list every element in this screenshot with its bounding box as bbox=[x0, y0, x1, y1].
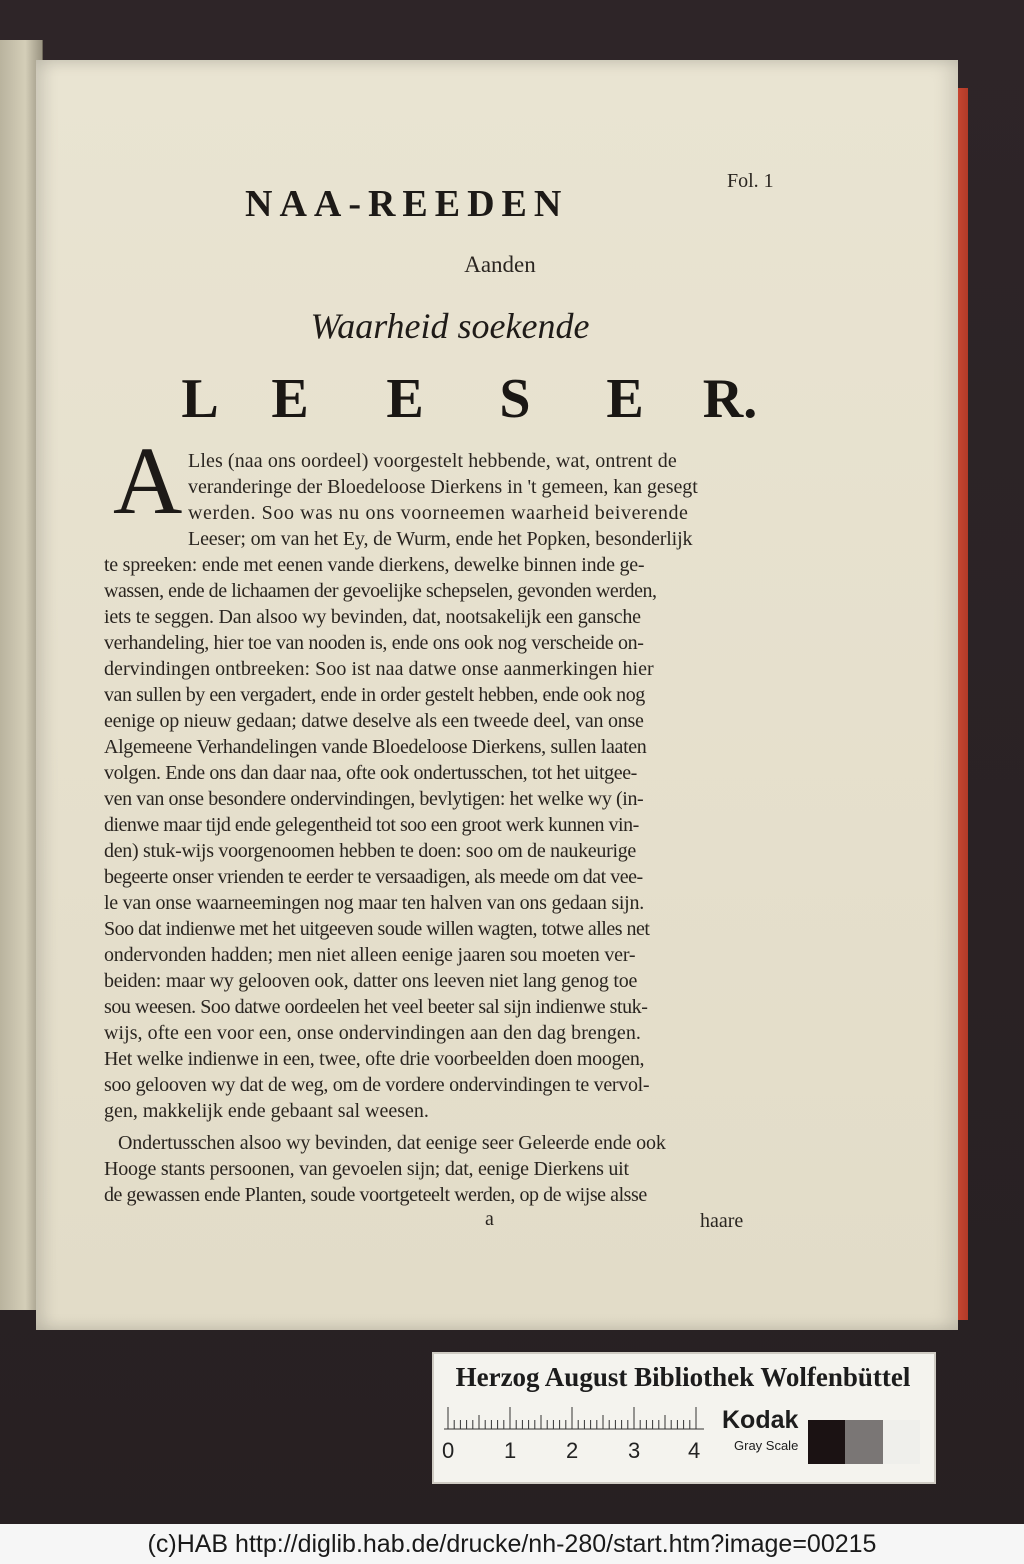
body-line: le van onse waarneemingen nog maar ten halven van ons gedaan sijn. bbox=[104, 892, 644, 914]
body-line: ondervonden hadden; men niet alleen eenige jaaren sou moeten ver- bbox=[104, 944, 636, 966]
body-line: eenige op nieuw gedaan; datwe deselve als een tweede deel, van onse bbox=[104, 710, 644, 732]
ruler-number: 3 bbox=[628, 1438, 641, 1463]
color-target-card bbox=[432, 1352, 936, 1484]
folio-number: Fol. 1 bbox=[727, 170, 774, 192]
body-line: wijs, ofte een voor een, onse ondervindingen aan den dag brengen. bbox=[104, 1022, 641, 1044]
catchword: haare bbox=[700, 1210, 744, 1232]
ruler-scale bbox=[444, 1406, 704, 1430]
copyright-footer: (c)HAB http://diglib.hab.de/drucke/nh-280/start.htm?image=00215 bbox=[0, 1524, 1024, 1564]
ruler-number: 4 bbox=[688, 1438, 701, 1463]
body-line: Algemeene Verhandelingen vande Bloedeloose Dierkens, sullen laaten bbox=[104, 736, 647, 758]
body-line: wassen, ende de lichaamen der gevoelijke schepselen, gevonden werden, bbox=[104, 580, 657, 602]
body-line: Soo dat indienwe met het uitgeeven soude willen wagten, totwe alles net bbox=[104, 918, 650, 940]
body-line: soo gelooven wy dat de weg, om de vordere ondervindingen te vervol- bbox=[104, 1074, 650, 1096]
title-leeser-letter: S bbox=[499, 368, 531, 430]
body-line: den) stuk-wijs voorgenoomen hebben te doen: soo om de naukeurige bbox=[104, 840, 636, 862]
body-line: beiden: maar wy gelooven ook, datter ons leeven niet lang genog toe bbox=[104, 970, 638, 992]
body-line: Ondertusschen alsoo wy bevinden, dat eenige seer Geleerde ende ook bbox=[118, 1132, 666, 1154]
body-line: dienwe maar tijd ende gelegentheid tot soo een groot werk kunnen vin- bbox=[104, 814, 639, 836]
body-line: van sullen by een vergadert, ende in order gestelt hebben, ende ook nog bbox=[104, 684, 645, 706]
drop-cap: A bbox=[113, 427, 183, 534]
body-line: Leeser; om van het Ey, de Wurm, ende het Popken, besonderlijk bbox=[188, 528, 693, 550]
title-leeser-letter: R. bbox=[702, 368, 758, 430]
body-line: de gewassen ende Planten, soude voortgeteelt werden, op de wijse alsse bbox=[104, 1184, 647, 1206]
ruler-number: 1 bbox=[504, 1438, 517, 1463]
ruler-number: 2 bbox=[566, 1438, 579, 1463]
swatch-dark bbox=[808, 1420, 845, 1464]
body-line: Lles (naa ons oordeel) voorgestelt hebbende, wat, ontrent de bbox=[188, 450, 677, 472]
body-line: werden. Soo was nu ons voorneemen waarheid beiverende bbox=[188, 502, 689, 524]
body-line: ven van onse besondere ondervindingen, bevlytigen: het welke wy (in- bbox=[104, 788, 644, 810]
body-line: gen, makkelijk ende gebaant sal weesen. bbox=[104, 1100, 429, 1122]
body-line: dervindingen ontbreeken: Soo ist naa datwe onse aanmerkingen hier bbox=[104, 658, 654, 680]
gray-scale-label: Gray Scale bbox=[734, 1438, 799, 1453]
page-title: NAA-REEDEN bbox=[245, 183, 569, 225]
title-aan: Aanden bbox=[464, 252, 536, 277]
kodak-logo: Kodak bbox=[722, 1406, 799, 1434]
body-line: verhandeling, hier toe van nooden is, ende ons ook nog verscheide on- bbox=[104, 632, 644, 654]
title-soekende: Waarheid soekende bbox=[310, 306, 590, 346]
body-line: volgen. Ende ons dan daar naa, ofte ook ondertusschen, tot het uitgee- bbox=[104, 762, 637, 784]
title-leeser-letter: E bbox=[606, 368, 644, 430]
gray-swatches bbox=[808, 1420, 920, 1464]
body-line: Hooge stants persoonen, van gevoelen sijn; dat, eenige Dierkens uit bbox=[104, 1158, 629, 1180]
title-leeser-letter: E bbox=[386, 368, 424, 430]
body-line: Het welke indienwe in een, twee, ofte drie voorbeelden doen moogen, bbox=[104, 1048, 645, 1070]
title-leeser-letter: L bbox=[181, 368, 219, 430]
swatch-light bbox=[883, 1420, 920, 1464]
signature-mark: a bbox=[485, 1208, 494, 1230]
body-line: veranderinge der Bloedeloose Dierkens in 't gemeen, kan gesegt bbox=[188, 476, 698, 498]
title-leeser-letter: E bbox=[271, 368, 309, 430]
library-label: Herzog August Bibliothek Wolfenbüttel bbox=[455, 1362, 911, 1392]
body-line: te spreeken: ende met eenen vande dierkens, dewelke binnen inde ge- bbox=[104, 554, 645, 576]
body-line: sou weesen. Soo datwe oordeelen het veel beeter sal sijn indienwe stuk- bbox=[104, 996, 648, 1018]
body-line: begeerte onser vrienden te eerder te versaadigen, als meede om dat vee- bbox=[104, 866, 643, 888]
ruler-number: 0 bbox=[442, 1438, 455, 1463]
swatch-mid bbox=[845, 1420, 882, 1464]
body-line: iets te seggen. Dan alsoo wy bevinden, dat, nootsakelijk een gansche bbox=[104, 606, 641, 628]
